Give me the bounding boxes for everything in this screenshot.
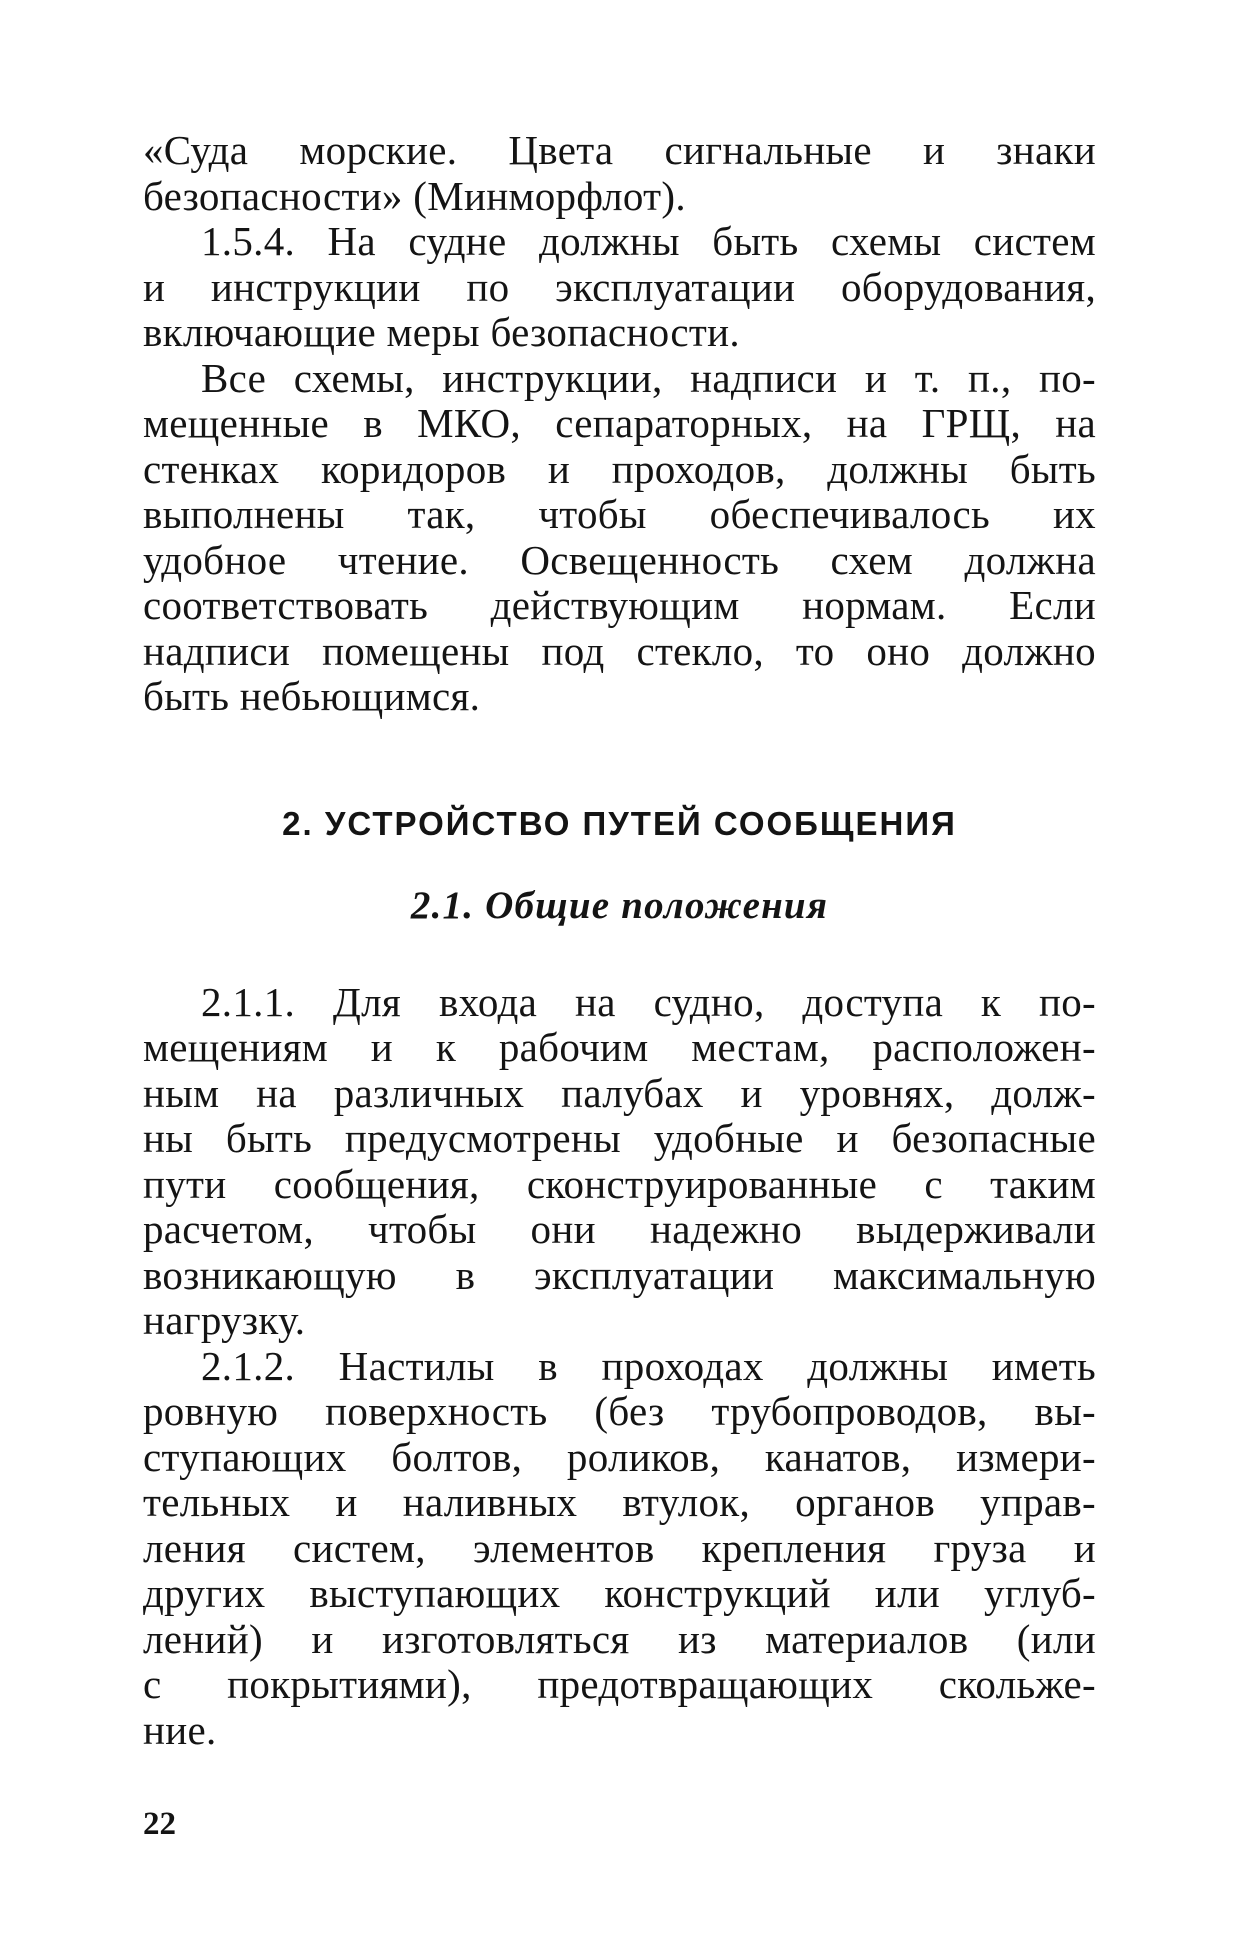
text-line: мещенные в МКО, сепараторных, на ГРЩ, на (143, 400, 1096, 446)
paragraph-1-5-4 (143, 219, 1096, 356)
text-line: быть небьющимся. (143, 673, 481, 719)
paragraph-2-1-2 (143, 1344, 1096, 1754)
page-number: 22 (143, 1806, 176, 1842)
text-line: ления систем, элементов крепления груза и (143, 1524, 1096, 1571)
text-line: надписи помещены под стекло, то оно должно (143, 627, 1096, 674)
paragraph-2-1-1 (143, 980, 1096, 1344)
text-line: расчетом, чтобы они надежно выдерживали (143, 1206, 1096, 1252)
text-line: с покрытиями), предотвращающих скольже- (143, 1661, 1096, 1707)
text-line: выполнены так, чтобы обеспечивалось их (143, 491, 1096, 537)
text-line: нагрузку. (143, 1297, 306, 1343)
text-line: пути сообщения, сконструированные с таким (143, 1160, 1096, 1207)
text-line: удобное чтение. Освещенность схем должна (143, 536, 1096, 583)
text-line: тельных и наливных втулок, органов управ- (143, 1479, 1096, 1525)
text-line: ступающих болтов, роликов, канатов, измери- (143, 1433, 1096, 1480)
text-line: соответствовать действующим нормам. Если (143, 582, 1096, 628)
text-line: мещениям и к рабочим местам, расположен- (143, 1024, 1096, 1070)
text-line: ние. (143, 1706, 217, 1753)
text-line: ны быть предусмотрены удобные и безопасные (143, 1115, 1096, 1161)
subsection-heading: 2.1. Общие положения (410, 883, 829, 927)
text-line: Все схемы, инструкции, надписи и т. п., по- (201, 354, 1096, 401)
section-heading: 2. УСТРОЙСТВО ПУТЕЙ СООБЩЕНИЯ (282, 804, 957, 842)
text-line: ровную поверхность (без трубопроводов, вы- (143, 1388, 1096, 1434)
text-line: и инструкции по эксплуатации оборудования, (143, 263, 1096, 310)
paragraph-intro (143, 128, 1096, 219)
text-line: лений) и изготовляться из материалов (или (143, 1615, 1096, 1662)
text-line: других выступающих конструкций или углуб- (143, 1570, 1096, 1616)
text-line: 2.1.1. Для входа на судно, доступа к по- (201, 978, 1096, 1025)
text-line: возникающую в эксплуатации максимальную (143, 1251, 1096, 1298)
text-line: безопасности» (Минморфлот). (143, 172, 686, 219)
text-line: 2.1.2. Настилы в проходах должны иметь (201, 1342, 1096, 1389)
text-line: стенках коридоров и проходов, должны быть (143, 445, 1096, 492)
text-line: 1.5.4. На судне должны быть схемы систем (201, 218, 1096, 264)
text-line: «Суда морские. Цвета сигнальные и знаки (143, 127, 1096, 173)
text-line: включающие меры безопасности. (143, 309, 740, 355)
text-line: ным на различных палубах и уровнях, долж- (143, 1069, 1096, 1116)
page-body (143, 128, 1096, 1753)
paragraph-schemes (143, 356, 1096, 720)
